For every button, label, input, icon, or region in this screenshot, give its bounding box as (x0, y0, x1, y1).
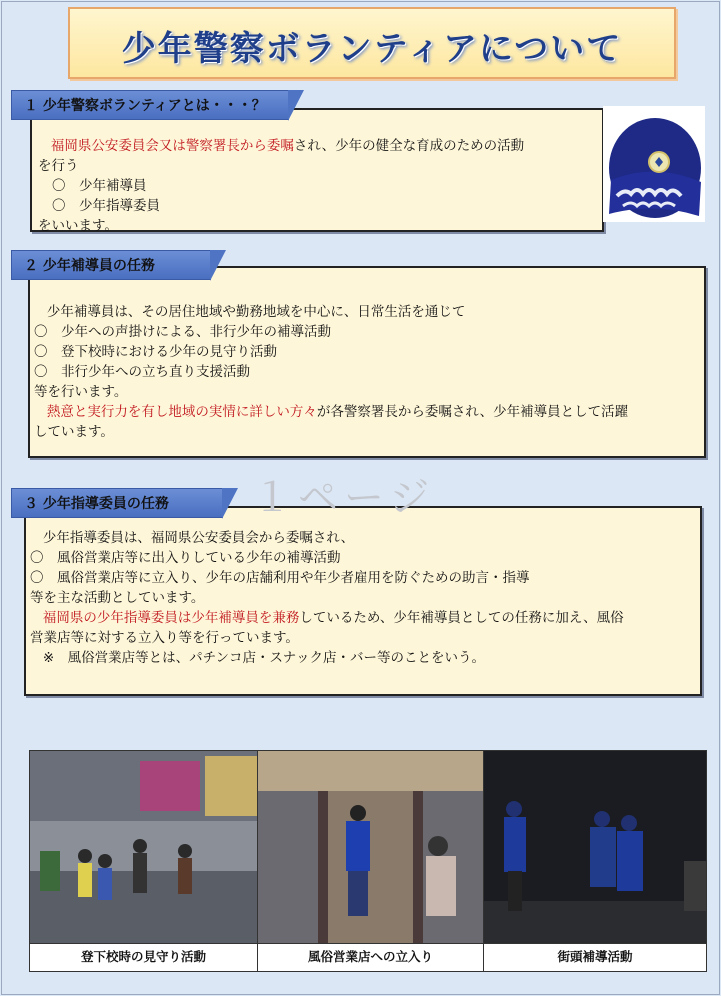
school-commute-photo (30, 751, 257, 943)
section-2-item-3: 〇 非行少年への立ち直り支援活動 (34, 364, 250, 380)
section-2-item-2: 〇 登下校時における少年の見守り活動 (34, 344, 277, 360)
section-3-note-line-2: 営業店等に対する立入り等を行っています。 (30, 630, 299, 646)
photo-caption-2: 風俗営業店への立入り (258, 943, 483, 970)
section-1-closing: をいいます。 (38, 218, 118, 234)
page-title: 少年警察ボランティアについて (121, 29, 623, 69)
section-3-note: 福岡県の少年指導委員は少年補導員を兼務しているため、少年補導員としての任務に加え、風俗 (42, 610, 624, 626)
section-3-heading-text: ３ 少年指導委員の任務 (24, 496, 169, 512)
photo-strip (29, 750, 707, 972)
section-1-heading (11, 90, 289, 120)
section-2-box (28, 266, 706, 458)
street-patrol-photo (484, 751, 706, 943)
section-2-intro: 少年補導員は、その居住地域や勤務地域を中心に、日常生活を通じて (46, 304, 466, 320)
section-1-item-2: 〇 少年指導委員 (52, 198, 160, 214)
section-2-heading (11, 250, 211, 280)
section-3-intro: 少年指導委員は、福岡県公安委員会から委嘱され、 (42, 530, 355, 546)
police-cap-image (603, 106, 705, 222)
section-3-item-2: 〇 風俗営業店等に立入り、少年の店舗利用や年少者雇用を防ぐための助言・指導 (30, 570, 530, 586)
page-number-watermark: １ページ (252, 475, 436, 521)
section-1-item-1: 〇 少年補導員 (52, 178, 147, 194)
section-2-note: 熱意と実行力を有し地域の実情に詳しい方々が各警察署長から委嘱され、少年補導員として活躍 (46, 404, 629, 420)
section-2-note-line-2: しています。 (34, 424, 114, 440)
section-3-footnote: ※ 風俗営業店等とは、パチンコ店・スナック店・バー等のことをいう。 (42, 650, 485, 666)
section-2-heading-text: ２ 少年補導員の任務 (24, 258, 155, 274)
section-1-box (30, 108, 604, 232)
cap-icon (603, 106, 705, 222)
section-3-item-1: 〇 風俗営業店等に出入りしている少年の補導活動 (30, 550, 341, 566)
section-3-closing: 等を主な活動としています。 (30, 590, 205, 606)
section-2-item-1: 〇 少年への声掛けによる、非行少年の補導活動 (34, 324, 331, 340)
photo-caption-3: 街頭補導活動 (484, 943, 706, 970)
section-3-heading (11, 488, 223, 518)
section-2-closing: 等を行います。 (34, 384, 128, 400)
section-1-line-1: 福岡県公安委員会又は警察署長から委嘱され、少年の健全な育成のための活動 (50, 138, 525, 154)
pachinko-inspection-photo (258, 751, 483, 943)
section-1-line-2: を行う (38, 158, 79, 174)
section-3-box (24, 506, 702, 696)
title-banner (68, 7, 676, 79)
section-1-heading-text: １ 少年警察ボランティアとは・・・？ (24, 98, 266, 114)
photo-caption-1: 登下校時の見守り活動 (30, 943, 257, 970)
